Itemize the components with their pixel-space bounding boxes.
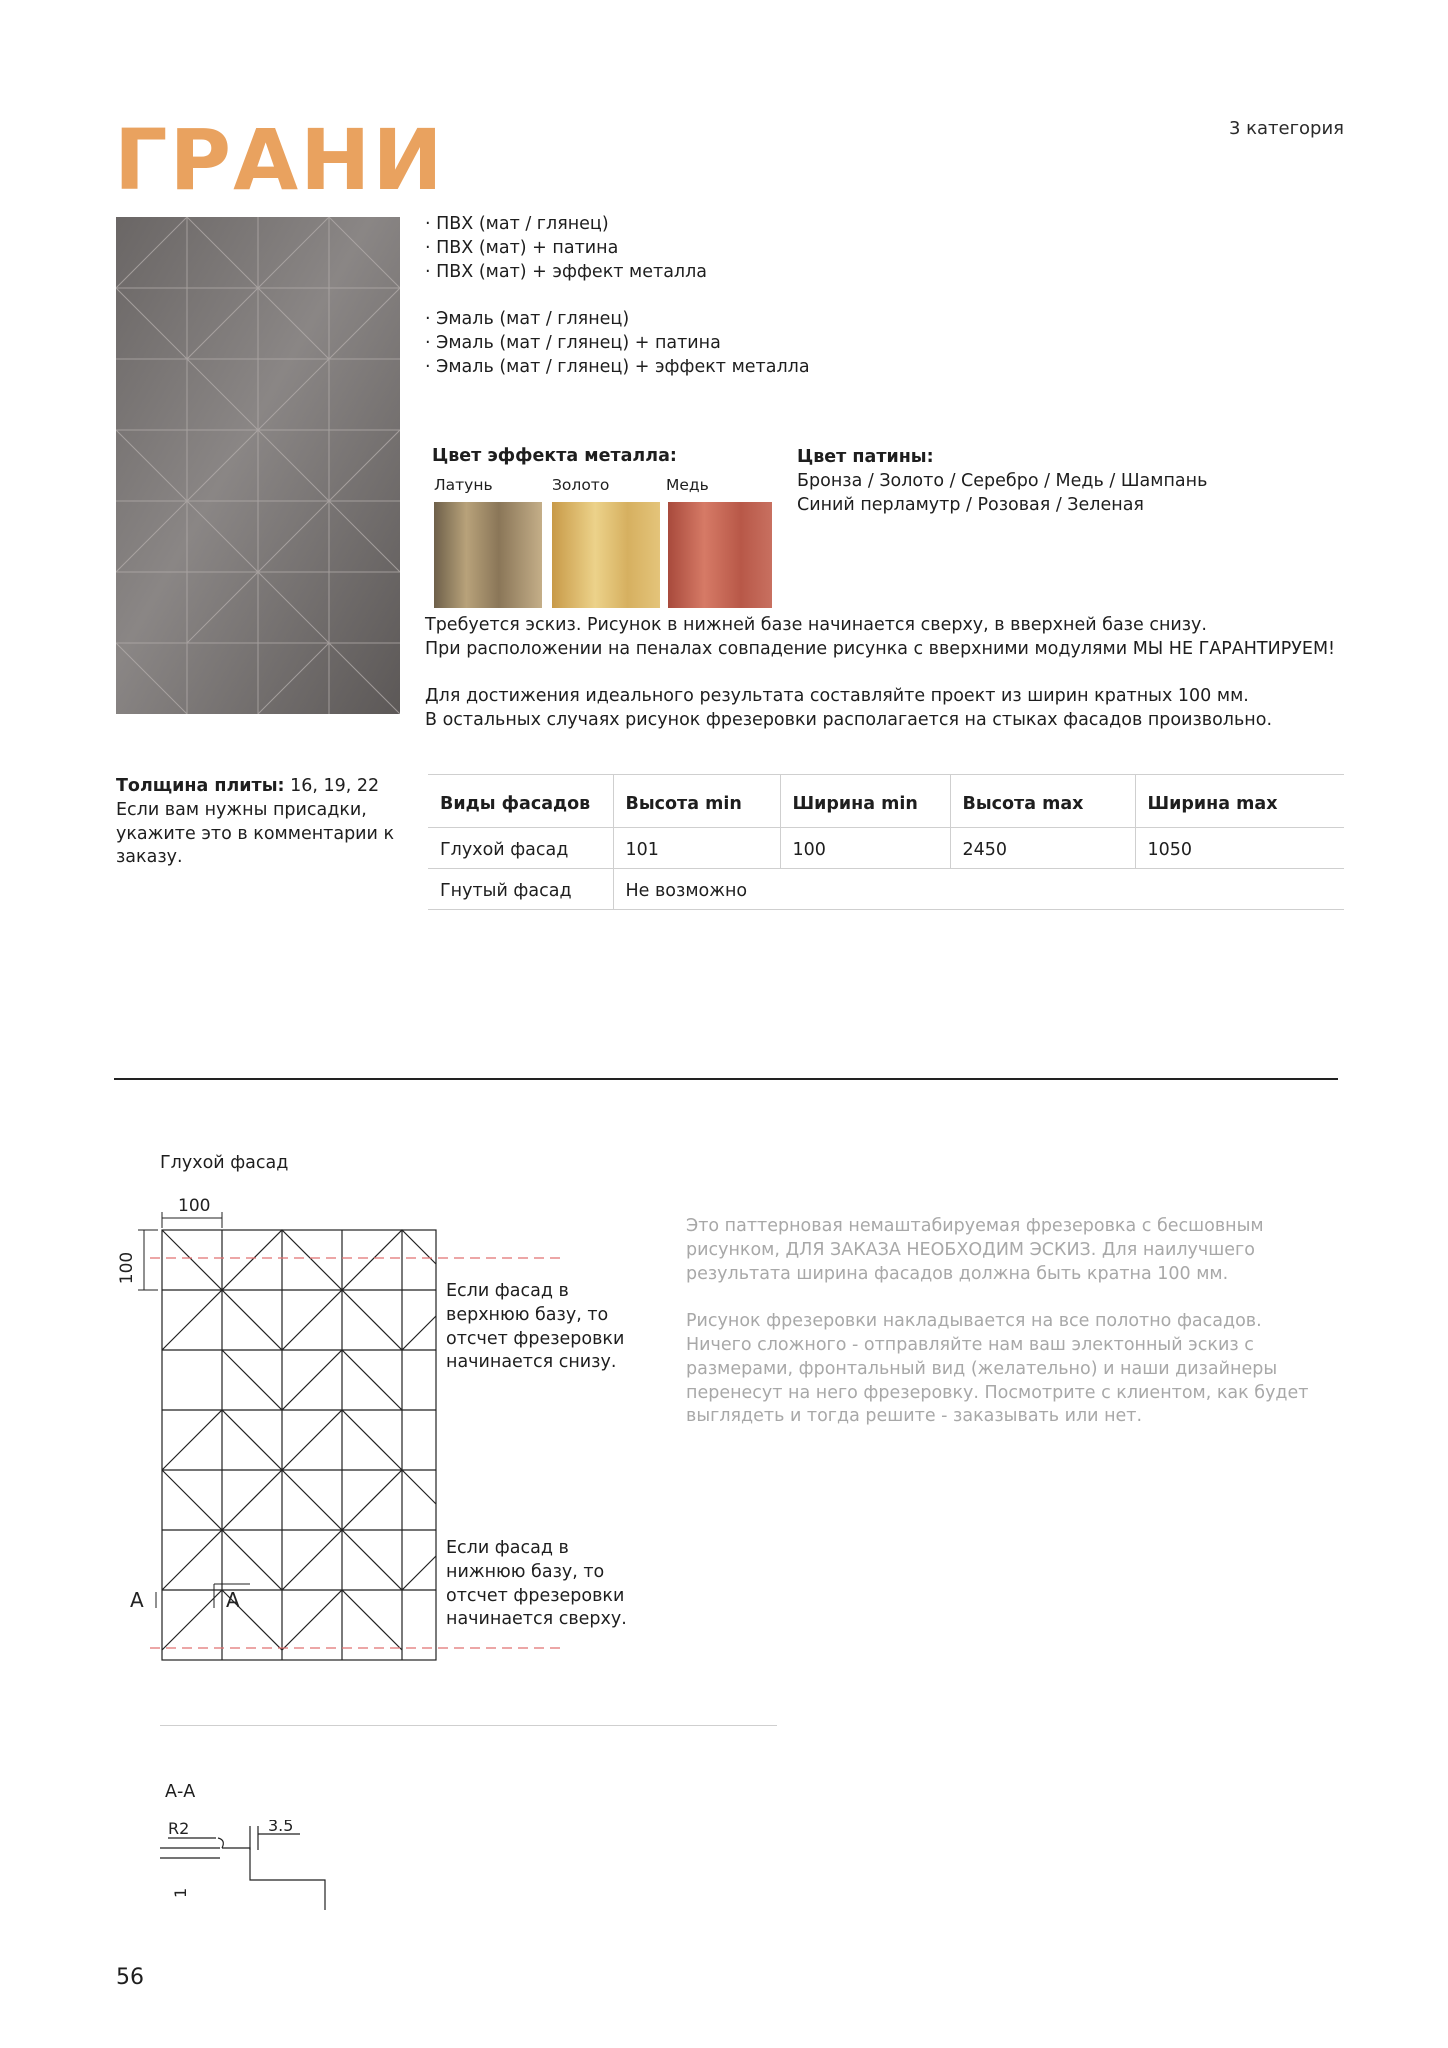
thickness-note: Если вам нужны присадки, укажите это в комментарии к заказу. xyxy=(116,799,395,868)
section-profile-drawing xyxy=(150,1820,340,1910)
swatch-copper xyxy=(668,502,772,608)
note-line: Для достижения идеального результата составляйте проект из ширин кратных 100 мм. xyxy=(425,686,1249,707)
table-row xyxy=(428,828,1344,869)
note-bottom-base xyxy=(446,1537,627,1632)
section-mark-right: A xyxy=(226,1588,240,1612)
table-header: Ширина max xyxy=(1135,775,1344,828)
table-cell: Не возможно xyxy=(613,869,1344,910)
dimension-height-label: 100 xyxy=(117,1251,137,1285)
thickness-label: Толщина плиты: xyxy=(116,776,285,796)
height-label: 1 xyxy=(171,1887,190,1898)
thickness-value: 16, 19, 22 xyxy=(284,776,380,796)
patina-line: Бронза / Золото / Серебро / Медь / Шампань xyxy=(797,470,1208,491)
description-paragraph: Это паттерновая немаштабируемая фрезеровка с бесшовным рисунком, ДЛЯ ЗАКАЗА НЕОБХОДИМ ЭСКИЗ. Для наилучшего результата ширина фасадов должна быть кратна 100 мм. xyxy=(686,1216,1264,1284)
swatch-gold xyxy=(552,502,660,608)
patina-block xyxy=(797,446,1207,517)
note-line: Требуется эскиз. Рисунок в нижней базе начинается сверху, в вверхней базе снизу. xyxy=(425,615,1207,635)
table-cell: 101 xyxy=(613,828,780,869)
depth-label: 3.5 xyxy=(268,1820,294,1835)
note-line: начинается сверху. xyxy=(446,1609,627,1630)
note-line: Если фасад в xyxy=(446,1538,569,1558)
drawing-divider xyxy=(160,1725,777,1726)
note-line: Если фасад в xyxy=(446,1281,569,1301)
note-line: нижнюю базу, то xyxy=(446,1561,605,1582)
category-label: 3 категория xyxy=(1228,118,1344,139)
page-number: 56 xyxy=(116,1965,144,1990)
finish-item: · Эмаль (мат / глянец) + патина xyxy=(425,332,721,353)
table-header: Высота max xyxy=(950,775,1135,828)
drawing-title: Глухой фасад xyxy=(160,1153,289,1173)
section-title: А-А xyxy=(165,1782,196,1802)
order-notes xyxy=(425,614,1335,733)
pattern-description xyxy=(686,1215,1326,1453)
table-header: Виды фасадов xyxy=(428,775,613,828)
patina-title: Цвет патины: xyxy=(797,447,934,467)
sizes-table xyxy=(428,774,1344,910)
finish-item: · Эмаль (мат / глянец) xyxy=(425,309,630,330)
metal-effect-title: Цвет эффекта металла: xyxy=(432,446,677,466)
table-header: Ширина min xyxy=(780,775,950,828)
patina-line: Синий перламутр / Розовая / Зеленая xyxy=(797,494,1144,515)
table-cell: 1050 xyxy=(1135,828,1344,869)
note-line: верхнюю базу, то xyxy=(446,1304,609,1325)
note-line: отсчет фрезеровки xyxy=(446,1328,625,1349)
finish-item: · ПВХ (мат) + патина xyxy=(425,237,619,258)
note-top-base xyxy=(446,1280,624,1375)
table-cell: Гнутый фасад xyxy=(428,869,613,910)
note-line: начинается снизу. xyxy=(446,1352,617,1373)
description-paragraph: Рисунок фрезеровки накладывается на все полотно фасадов. Ничего сложного - отправляйте нам ваш электонный эскиз с размерами, фронтальный вид (желательно) и наши дизайнеры перенесут на него фрезеровку. Посмотрите с клиентом, как будет выглядеть и тогда решите - заказывать или нет. xyxy=(686,1311,1309,1427)
finish-item: · ПВХ (мат / глянец) xyxy=(425,214,609,234)
table-cell: 2450 xyxy=(950,828,1135,869)
facade-sample-image xyxy=(116,217,400,714)
section-mark-left: A xyxy=(130,1588,144,1612)
table-header-row xyxy=(428,775,1344,828)
swatch-label-brass: Латунь xyxy=(434,476,493,494)
section-divider xyxy=(114,1078,1338,1080)
table-row xyxy=(428,869,1344,910)
finish-item: · ПВХ (мат) + эффект металла xyxy=(425,261,708,282)
thickness-block xyxy=(116,775,406,870)
swatch-label-gold: Золото xyxy=(552,476,610,494)
finish-item: · Эмаль (мат / глянец) + эффект металла xyxy=(425,356,810,377)
swatch-brass xyxy=(434,502,542,608)
table-header: Высота min xyxy=(613,775,780,828)
finishes-list xyxy=(425,213,810,380)
swatch-label-copper: Медь xyxy=(666,476,709,494)
table-cell: Глухой фасад xyxy=(428,828,613,869)
table-cell: 100 xyxy=(780,828,950,869)
note-line: отсчет фрезеровки xyxy=(446,1585,625,1606)
dimension-width-label: 100 xyxy=(178,1196,211,1216)
radius-label: R2 xyxy=(168,1820,190,1838)
note-line: При расположении на пеналах совпадение рисунка с вверхними модулями МЫ НЕ ГАРАНТИРУЕМ! xyxy=(425,638,1336,659)
page-title: ГРАНИ xyxy=(114,111,445,209)
note-line: В остальных случаях рисунок фрезеровки располагается на стыках фасадов произвольно. xyxy=(425,710,1273,731)
